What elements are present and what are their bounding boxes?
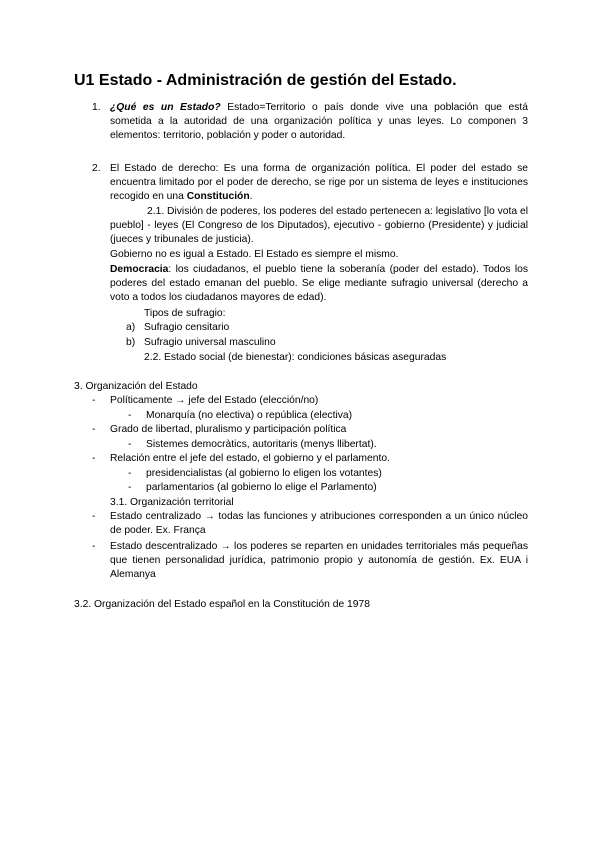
item-1-text: Estado=Territorio o país donde vive una población que está sometida a la autoridad de una organización política y unas leyes. Lo componen 3 elementos: territorio, población y poder o autoridad. xyxy=(110,102,528,142)
democracia-paragraph xyxy=(110,263,528,306)
bullet-descentralizado: Estado descentralizado → los poderes se reparten en unidades territoriales más pequeñas que tienen personalidad jurídica, patrimonio propio y autonomía de gestión. Ex. EUA i Alemanya xyxy=(110,541,528,581)
bullet-parlamentarios: parlamentarios (al gobierno lo elige el Parlamento) xyxy=(146,482,377,493)
bullet-dash: - xyxy=(92,395,96,406)
page-title: U1 Estado - Administración de gestión del Estado. xyxy=(74,72,457,89)
bullet-dash: - xyxy=(92,453,96,464)
sufragio-mark-a: a) xyxy=(126,322,136,333)
democracia-text: : los ciudadanos, el pueblo tiene la soberanía (poder del estado). Todos los poderes del estado emanan del pueblo. Se elige mediante sufragio universal (derecho a voto a todos los ciudadanos mayores de edad). xyxy=(110,264,528,304)
item-1-number: 1. xyxy=(92,102,101,113)
democracia-term: Democracia xyxy=(110,264,169,275)
bullet-sistemes: Sistemes democràtics, autoritaris (menys llibertat). xyxy=(146,439,377,450)
sufragio-item-censitario: Sufragio censitario xyxy=(144,322,230,333)
bullet-politicamente: Políticamente → jefe del Estado (elección/no) xyxy=(110,395,319,406)
item-1-question: ¿Qué es un Estado? xyxy=(110,102,221,113)
bullet-dash: - xyxy=(92,511,96,522)
bullet-presidencialistas: presidencialistas (al gobierno lo eligen los votantes) xyxy=(146,468,382,479)
gobierno-note: Gobierno no es igual a Estado. El Estado es siempre el mismo. xyxy=(110,249,399,260)
constitucion-term: Constitución xyxy=(186,191,250,203)
item-2-number: 2. xyxy=(92,163,101,174)
sufragio-item-masculino: Sufragio universal masculino xyxy=(144,337,276,348)
bullet-centralizado: Estado centralizado → todas las funciones y atribuciones corresponden a un único núcleo de poder. Ex. França xyxy=(110,511,528,537)
estado-social: 2.2. Estado social (de bienestar): condiciones básicas aseguradas xyxy=(144,352,447,363)
bullet-dash: - xyxy=(128,410,132,421)
bullet-dash: - xyxy=(92,541,96,552)
sufragio-mark-b: b) xyxy=(126,337,136,348)
item-1-paragraph xyxy=(110,101,528,144)
bullet-dash: - xyxy=(92,424,96,435)
section-3-2-heading: 3.2. Organización del Estado español en la Constitución de 1978 xyxy=(74,599,370,610)
organizacion-territorial: 3.1. Organización territorial xyxy=(110,497,234,508)
tipos-sufragio-label: Tipos de sufragio: xyxy=(144,308,226,319)
bullet-grado-libertad: Grado de libertad, pluralismo y participación política xyxy=(110,424,347,435)
division-de-poderes: 2.1. División de poderes, los poderes del estado pertenecen a: legislativo [lo vota el pueblo] - leyes (El Congreso de los Diputados), ejecutivo - gobierno (Presidente) y judicial (jueces y tribunales de justicia). xyxy=(110,206,528,246)
item-2-intro-end: . xyxy=(249,191,253,203)
item-2-intro-text: El Estado de derecho: Es una forma de organización política. El poder del estado se encuentra limitado por el poder de derecho, se rige por un sistema de leyes e instituciones recogido en una xyxy=(110,163,528,203)
bullet-monarquia: Monarquía (no electiva) o república (electiva) xyxy=(146,410,353,421)
section-3-heading: 3. Organización del Estado xyxy=(74,381,198,392)
bullet-dash: - xyxy=(128,482,132,493)
bullet-dash: - xyxy=(128,439,132,450)
bullet-dash: - xyxy=(128,468,132,479)
bullet-relacion: Relación entre el jefe del estado, el gobierno y el parlamento. xyxy=(110,453,390,464)
item-2-intro xyxy=(110,162,528,205)
